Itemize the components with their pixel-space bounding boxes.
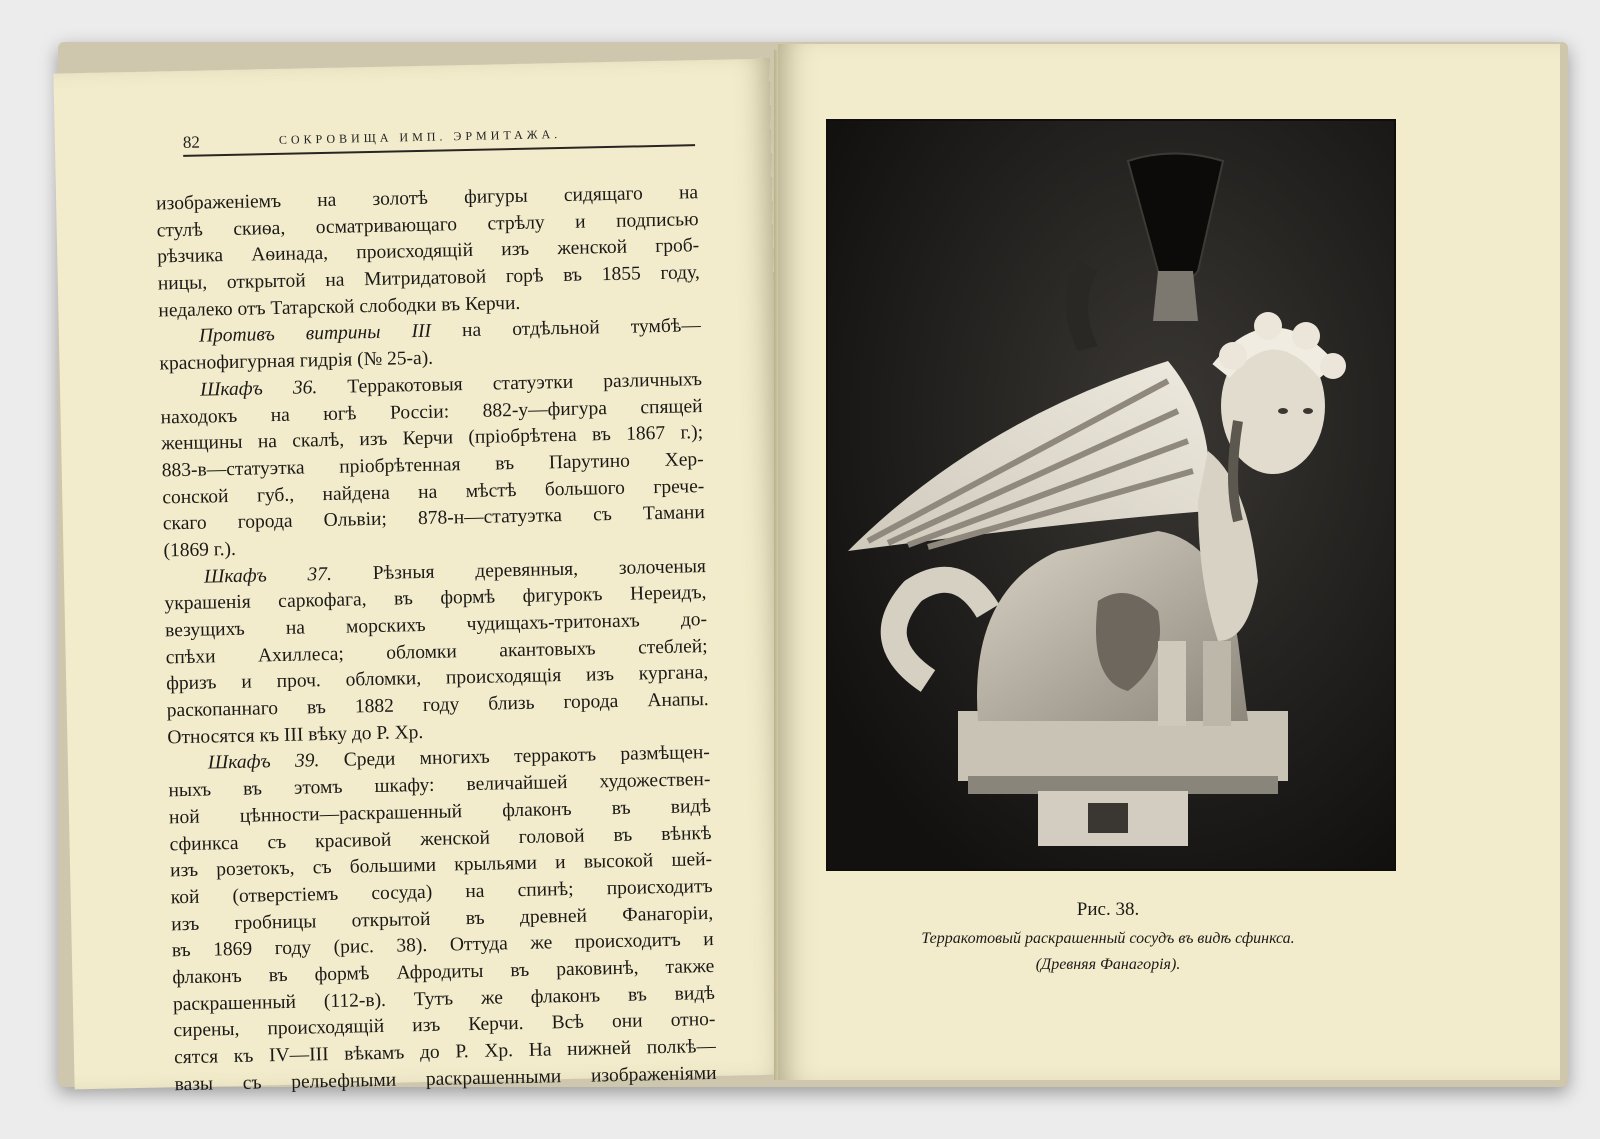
figure-caption: Терракотовый раскрашенный сосудъ въ видѣ сфинкса.	[921, 930, 1295, 947]
line-text: Терракотовыя статуэтки различныхъ	[317, 368, 703, 398]
text-line: ной цѣнности—раскрашенный флаконъ въ видѣ	[168, 795, 712, 829]
text-line: изображеніемъ на золотѣ фигуры сидящаго на	[155, 182, 699, 215]
text-line: раскрашенный (112-в). Тутъ же флаконъ въ видѣ	[172, 982, 716, 1015]
page-number: 82	[182, 132, 201, 152]
left-page	[53, 59, 790, 1095]
text-line: флаконъ въ формѣ Афродиты въ раковинѣ, также	[172, 955, 715, 989]
text-line: ницы, открытой на Митридатовой горѣ въ 1855 году,	[157, 262, 700, 295]
body-text	[156, 180, 717, 1099]
text-line: кой (отверстіемъ сосуда) на спинѣ; происходитъ	[170, 875, 713, 909]
text-line: женщины на скалѣ, изъ Керчи (пріобрѣтена въ 1867 г.);	[161, 422, 704, 455]
section-heading: Шкафъ 36.	[199, 376, 318, 401]
section-heading: Противъ витрины III	[198, 321, 432, 348]
figure-number: Рис. 38.	[1076, 899, 1140, 920]
running-title: СОКРОВИЩА ИМП. ЭРМИТАЖА.	[278, 126, 562, 147]
text-line: въ 1869 году (рис. 38). Оттуда же происходитъ и	[171, 929, 714, 962]
running-head	[183, 122, 695, 157]
text-line: сонской губ., найдена на мѣстѣ большого грече-	[162, 475, 705, 508]
sphinx-photograph	[826, 119, 1396, 871]
text-line: стулѣ скиѳа, осматривающаго стрѣлу и подписью	[156, 208, 699, 242]
text-line: сирены, происходящій изъ Керчи. Всѣ они отно-	[173, 1009, 716, 1042]
right-page	[778, 44, 1560, 1080]
text-line: сятся къ IV—III вѣкамъ до Р. Хр. На нижней полкѣ—	[173, 1035, 717, 1069]
text-line: рѣзчика Аѳинада, происходящій изъ женской гроб-	[157, 235, 700, 268]
section-heading: Шкафъ 39.	[207, 750, 320, 774]
text-line: 883-в—статуэтка пріобрѣтенная въ Парутино Хер-	[161, 448, 704, 482]
text-line: вазы съ рельефными раскрашенными изображеніями	[174, 1062, 717, 1095]
text-line: краснофигурная гидрія (№ 25-а).	[159, 347, 434, 375]
section-heading: Шкафъ 37.	[203, 563, 333, 588]
text-line: раскопаннаго въ 1882 году близь города Анапы.	[166, 689, 709, 722]
sphinx-vessel-image	[828, 121, 1394, 869]
text-line: изъ гробницы открытой въ древней Фанагоріи,	[171, 902, 714, 935]
line-text: Рѣзныя деревянныя, золоченыя	[331, 555, 707, 585]
text-line: скаго города Ольвіи; 878-н—статуэтка съ Тамани	[162, 502, 706, 535]
figure-caption-source: (Древняя Фанагорія).	[1035, 956, 1181, 973]
line-text: на отдѣльной тумбѣ—	[430, 315, 702, 343]
text-line: (1869 г.).	[163, 538, 237, 562]
text-line: спѣхи Ахиллеса; обломки акантовыхъ стеблей;	[165, 635, 708, 669]
text-line: изъ розетокъ, съ большими крыльями и высокой шей-	[169, 849, 713, 882]
text-line: недалеко отъ Татарской слободки въ Керчи.	[158, 292, 521, 322]
text-line: сфинкса съ красивой женской головой въ вѣнкѣ	[169, 822, 712, 855]
text-line: везущихъ на морскихъ чудищахъ-тритонахъ до-	[164, 609, 708, 642]
line-text: Среди многихъ терракотъ размѣщен-	[319, 742, 711, 772]
text-line: находокъ на югѣ Россіи: 882-у—фигура спящей	[160, 395, 703, 428]
text-line: фризъ и проч. обломки, происходящія изъ кургана,	[166, 662, 709, 695]
text-line: ныхъ въ этомъ шкафу: величайшей художествен-	[168, 769, 711, 802]
text-line: Относятся къ III вѣку до Р. Хр.	[167, 721, 424, 749]
text-line: украшенія саркофага, въ формѣ фигурокъ Нереидъ,	[164, 582, 707, 615]
